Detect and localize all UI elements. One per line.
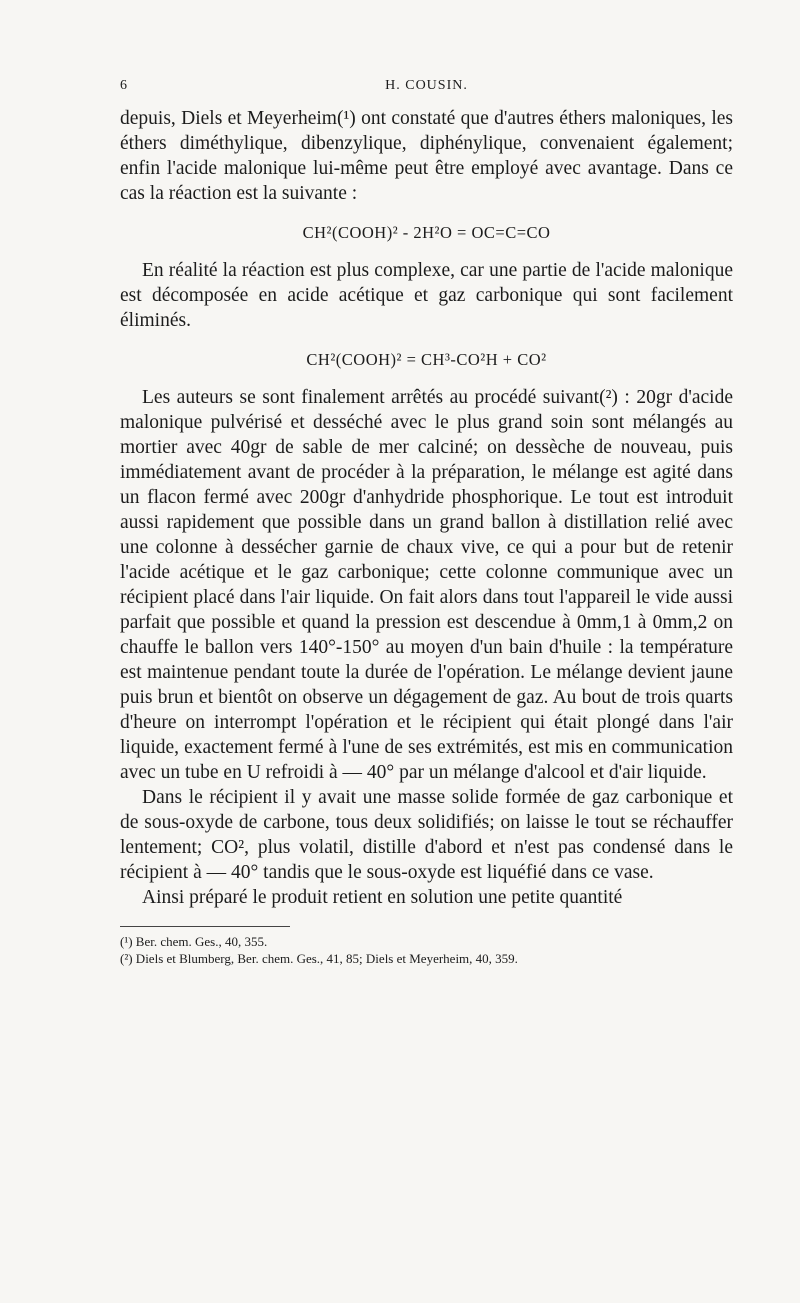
paragraph-3: Les auteurs se sont finalement arrêtés au procédé suivant(²) : 20gr d'acide malonique pulvérisé et desséché avec le plus grand soin sont mélangés au mortier avec 40gr de sable de mer calciné; on dessèche de nouveau, puis immédiatement avant de procéder à la préparation, le mélange est agité dans un flacon fermé avec 200gr d'anhydride phosphorique. Le tout est introduit aussi rapidement que possible dans un grand ballon à distillation relié avec une colonne à dessécher garnie de chaux vive, ce qui a pour but de retenir l'acide acétique et le gaz carbonique; cette colonne communique avec un récipient placé dans l'air liquide. On fait alors dans tout l'appareil le vide aussi parfait que possible et quand la pression est descendue à 0mm,1 à 0mm,2 on chauffe le ballon vers 140°-150° au moyen d'un bain d'huile : la température est maintenue pendant toute la durée de l'opération. Le mélange devient jaune puis brun et bientôt on observe un dégagement de gaz. Au bout de trois quarts d'heure on interrompt l'opération et le récipient qui était plongé dans l'air liquide, exactement fermé à l'une de ses extrémités, est mis en communication avec un tube en U refroidi à — 40° par un mélange d'alcool et d'air liquide.	[120, 387, 733, 783]
footnote-1: (¹) Ber. chem. Ges., 40, 355.	[120, 934, 268, 949]
footnote-divider	[120, 926, 290, 927]
paragraph-4: Dans le récipient il y avait une masse solide formée de gaz carbonique et de sous-oxyde de carbone, tous deux solidifiés; on laisse le tout se réchauffer lentement; CO², plus volatil, distille d'abord et n'est pas condensé dans le récipient à — 40° tandis que le sous-oxyde est liquéfié dans ce vase.	[120, 787, 733, 883]
page-header	[120, 78, 733, 106]
page-number: 6	[120, 78, 128, 93]
body-text	[120, 106, 733, 910]
paragraph-2: En réalité la réaction est plus complexe, car une partie de l'acide malonique est décomposée en acide acétique et gaz carbonique qui sont facilement éliminés.	[120, 260, 733, 331]
footnotes	[120, 933, 733, 967]
running-title: H. COUSIN.	[385, 78, 468, 93]
paragraph-5: Ainsi préparé le produit retient en solution une petite quantité	[142, 887, 623, 908]
paragraph-1: depuis, Diels et Meyerheim(¹) ont constaté que d'autres éthers maloniques, les éthers diméthylique, dibenzylique, diphénylique, convenaient également; enfin l'acide malonique lui-même peut être employé avec avantage. Dans ce cas la réaction est la suivante :	[120, 108, 733, 204]
formula-1: CH²(COOH)² - 2H²O = OC=C=CO	[302, 223, 551, 242]
footnote-2: (²) Diels et Blumberg, Ber. chem. Ges., 41, 85; Diels et Meyerheim, 40, 359.	[120, 951, 518, 966]
formula-2: CH²(COOH)² = CH³-CO²H + CO²	[306, 350, 547, 369]
page	[120, 78, 733, 967]
